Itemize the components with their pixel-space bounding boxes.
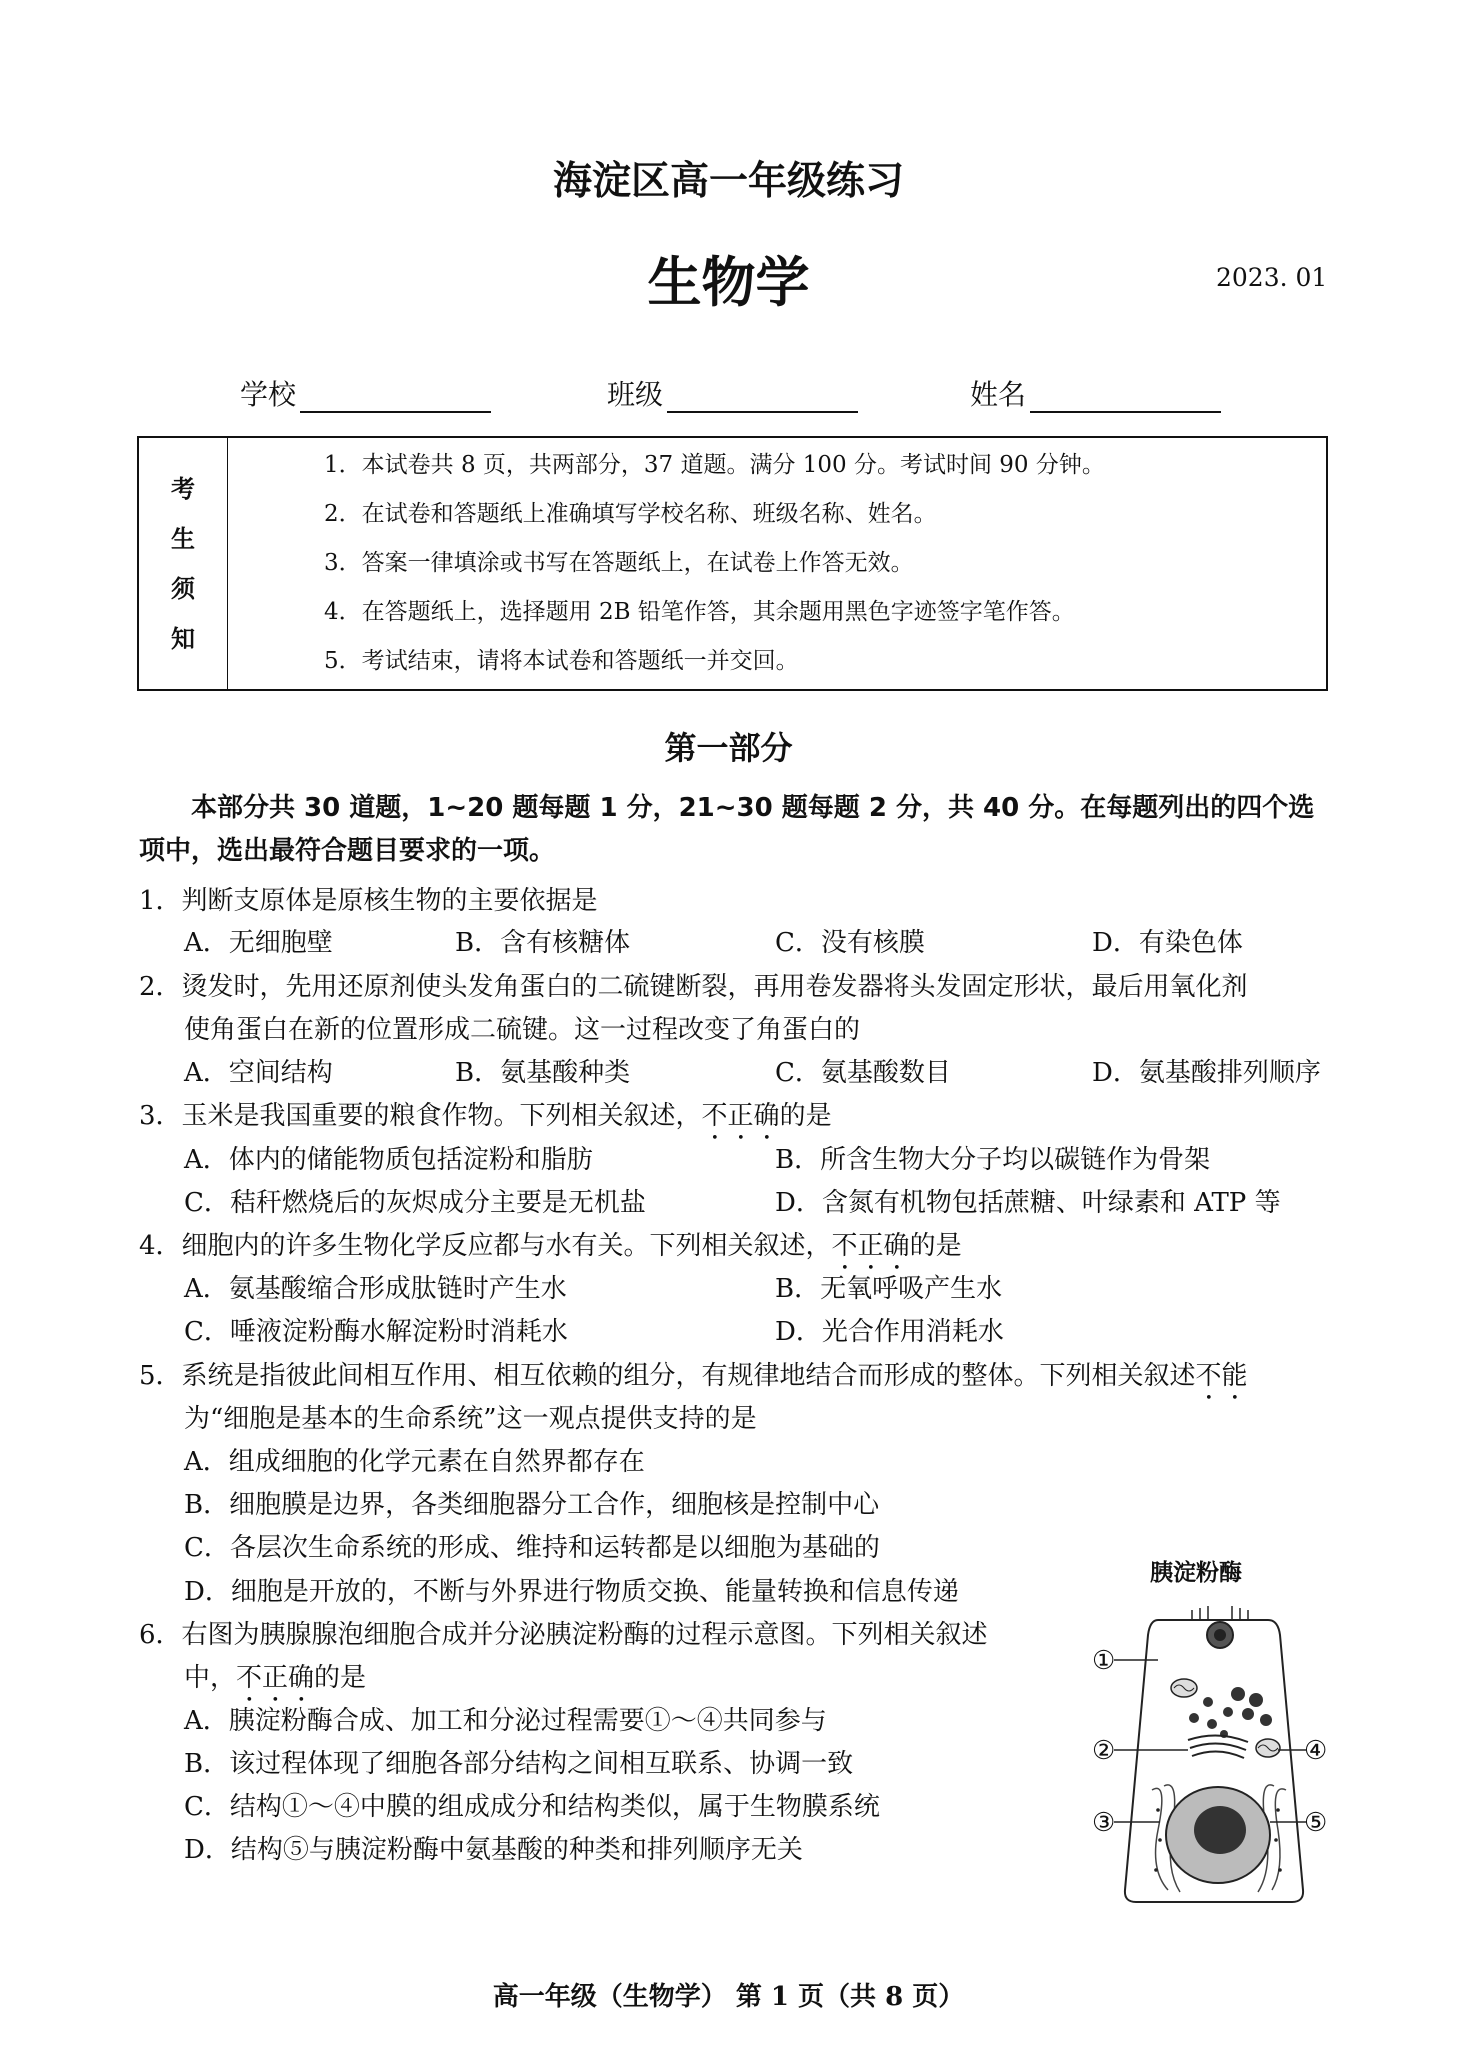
- vesicles: [1189, 1687, 1272, 1738]
- q1-option-c: C．没有核膜: [775, 928, 925, 958]
- nucleolus: [1194, 1806, 1246, 1854]
- q2-option-a: A．空间结构: [184, 1058, 333, 1088]
- notice-item: 2．在试卷和答题纸上准确填写学校名称、班级名称、姓名。: [324, 501, 937, 527]
- notice-heading: 考 生 须 知: [138, 437, 228, 690]
- section-title: 第一部分: [664, 729, 793, 767]
- figure-label-3: ③: [1092, 1808, 1116, 1838]
- notice-item: 3．答案一律填涂或书写在答题纸上，在试卷上作答无效。: [324, 550, 914, 576]
- q1-option-a: A．无细胞壁: [184, 928, 333, 958]
- notice-item: 1．本试卷共 8 页，共两部分，37 道题。满分 100 分。考试时间 90 分钟。: [324, 452, 1105, 478]
- class-blank: [667, 383, 858, 413]
- figure-title: 胰淀粉酶: [1150, 1559, 1242, 1586]
- emphasis-text: 不正确: [236, 1663, 315, 1693]
- emphasis-text: 不能: [1195, 1361, 1248, 1391]
- figure-label-1: ①: [1092, 1646, 1116, 1676]
- q4-option-b: B．无氧呼吸产生水: [775, 1274, 1003, 1304]
- exam-date: 2023. 01: [1216, 263, 1328, 292]
- figure-label-4: ④: [1304, 1736, 1328, 1766]
- exam-notice-box: [137, 436, 1328, 691]
- name-label: 姓名: [970, 378, 1027, 411]
- q1-option-d: D．有染色体: [1092, 928, 1243, 958]
- q4-option-d: D．光合作用消耗水: [775, 1317, 1004, 1347]
- section-intro: 本部分共 30 道题，1~20 题每题 1 分，21~30 题每题 2 分，共 40 分。在每题列出的四个选项中，选出最符合题目要求的一项。: [139, 793, 1315, 866]
- q5-option-d: D．细胞是开放的，不断与外界进行物质交换、能量转换和信息传递: [184, 1577, 959, 1607]
- subject-title: 生物学: [647, 250, 810, 314]
- figure-label-2: ②: [1092, 1736, 1116, 1766]
- q6-option-d: D．结构⑤与胰淀粉酶中氨基酸的种类和排列顺序无关: [184, 1835, 803, 1865]
- emphasis-text: 不正确: [701, 1101, 780, 1131]
- question-1-stem: 1．判断支原体是原核生物的主要依据是: [139, 886, 598, 916]
- q3-option-c: C．秸秆燃烧后的灰烬成分主要是无机盐: [184, 1188, 646, 1218]
- question-4-stem: 4．细胞内的许多生物化学反应都与水有关。下列相关叙述，不正确的是: [139, 1231, 962, 1261]
- q6-option-b: B．该过程体现了细胞各部分结构之间相互联系、协调一致: [184, 1749, 854, 1779]
- q2-option-b: B．氨基酸种类: [455, 1058, 631, 1088]
- q4-option-c: C．唾液淀粉酶水解淀粉时消耗水: [184, 1317, 568, 1347]
- acinar-cell-diagram: [1088, 1590, 1334, 1910]
- microvilli: [1192, 1606, 1248, 1620]
- school-field: [240, 373, 491, 413]
- page-footer: 高一年级（生物学） 第 1 页（共 8 页）: [492, 1982, 965, 2012]
- notice-item: 4．在答题纸上，选择题用 2B 铅笔作答，其余题用黑色字迹签字笔作答。: [324, 599, 1075, 625]
- question-2-stem-line2: 使角蛋白在新的位置形成二硫键。这一过程改变了角蛋白的: [184, 1015, 861, 1045]
- name-blank: [1030, 383, 1221, 413]
- name-field: [970, 373, 1221, 413]
- question-2-stem-line1: 2．烫发时，先用还原剂使头发角蛋白的二硫键断裂，再用卷发器将头发固定形状，最后用氧化剂: [139, 972, 1248, 1002]
- q5-option-a: A．组成细胞的化学元素在自然界都存在: [184, 1447, 645, 1477]
- q6-option-a: A．胰淀粉酶合成、加工和分泌过程需要①～④共同参与: [184, 1706, 827, 1736]
- question-6-stem-line2: 中，不正确的是: [184, 1663, 367, 1693]
- question-3-stem: 3．玉米是我国重要的粮食作物。下列相关叙述，不正确的是: [139, 1101, 832, 1131]
- q3-option-b: B．所含生物大分子均以碳链作为骨架: [775, 1145, 1211, 1175]
- q3-option-a: A．体内的储能物质包括淀粉和脂肪: [184, 1145, 593, 1175]
- q2-option-d: D．氨基酸排列顺序: [1092, 1058, 1321, 1088]
- q2-option-c: C．氨基酸数目: [775, 1058, 951, 1088]
- question-6-stem-line1: 6．右图为胰腺腺泡细胞合成并分泌胰淀粉酶的过程示意图。下列相关叙述: [139, 1620, 988, 1650]
- q1-option-b: B．含有核糖体: [455, 928, 631, 958]
- class-label: 班级: [607, 378, 664, 411]
- q5-option-c: C．各层次生命系统的形成、维持和运转都是以细胞为基础的: [184, 1533, 880, 1563]
- figure-label-5: ⑤: [1304, 1808, 1328, 1838]
- golgi-apparatus: [1188, 1735, 1248, 1758]
- emphasis-text: 不正确: [831, 1231, 910, 1261]
- school-label: 学校: [240, 378, 297, 411]
- q3-option-d: D．含氮有机物包括蔗糖、叶绿素和 ATP 等: [775, 1188, 1281, 1218]
- question-5-stem-line2: 为“细胞是基本的生命系统”这一观点提供支持的是: [184, 1404, 757, 1434]
- question-5-stem-line1: 5．系统是指彼此间相互作用、相互依赖的组分，有规律地结合而形成的整体。下列相关叙述不能: [139, 1361, 1248, 1391]
- school-blank: [300, 383, 491, 413]
- q4-option-a: A．氨基酸缩合形成肽链时产生水: [184, 1274, 567, 1304]
- q5-option-b: B．细胞膜是边界，各类细胞器分工合作，细胞核是控制中心: [184, 1490, 880, 1520]
- notice-item: 5．考试结束，请将本试卷和答题纸一并交回。: [324, 648, 799, 674]
- exam-title: 海淀区高一年级练习: [552, 158, 904, 204]
- notice-items: [228, 437, 1328, 690]
- q6-option-c: C．结构①～④中膜的组成成分和结构类似，属于生物膜系统: [184, 1792, 880, 1822]
- class-field: [607, 373, 858, 413]
